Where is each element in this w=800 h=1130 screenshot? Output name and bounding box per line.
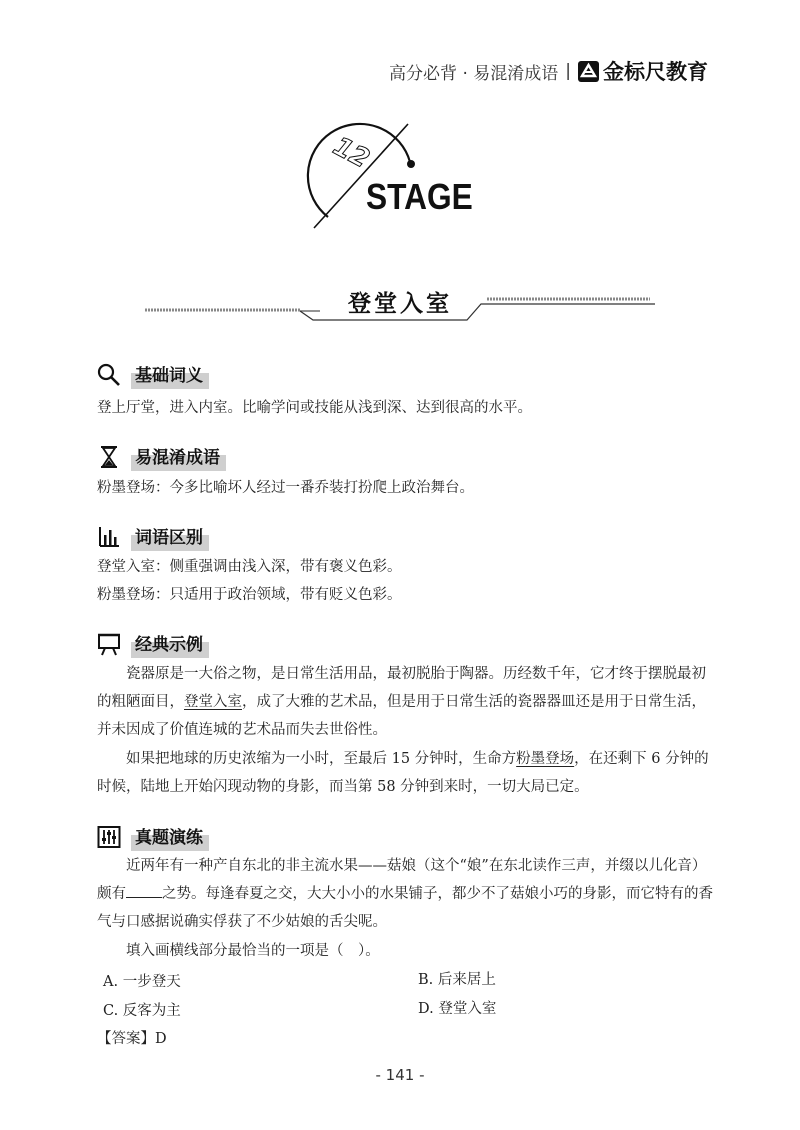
question-text: 之势。每逢春夏之交，大大小小的水果铺子，都少不了菇娘小巧的身影，而它特有的香气与口感据说确实俘获了不少姑娘的舌尖呢。 [97, 886, 713, 930]
brand-name: 金标尺教育 [603, 60, 708, 84]
exam-prompt: 填入画横线部分最恰当的一项是（ ）。 [126, 943, 380, 959]
example-paragraph-1 [97, 660, 717, 744]
stage-number: 12 [328, 131, 375, 175]
brand [578, 56, 708, 86]
example-text: 瓷器原是一大俗之物，是日常生活用品，最初脱胎于陶器。历经数千年，它才终于摆脱最初的粗陋面目， [97, 666, 706, 710]
hourglass-icon [97, 445, 121, 469]
section-label: 易混淆成语 [131, 442, 226, 471]
answer-blank [126, 883, 162, 898]
section-label: 基础词义 [131, 360, 209, 389]
example-text: 如果把地球的历史浓缩为一小时，至最后 15 分钟时，生命方 [126, 751, 517, 767]
page-header [389, 56, 708, 86]
option-c: C. 反客为主 [103, 1003, 181, 1019]
option-b: B. 后来居上 [418, 972, 496, 988]
example-highlight: 登堂入室 [184, 694, 242, 710]
example-paragraph-2 [97, 745, 717, 801]
page-number: - 141 - [375, 1066, 425, 1084]
answer: 【答案】D [97, 1031, 167, 1047]
example-highlight: 粉墨登场 [516, 751, 575, 767]
header-separator: | [565, 61, 571, 81]
example-text: ，在还剩下 6 分钟的时候，陆地上开始闪现动物的身影，而当第 58 分钟到来时，一切大局已定。 [97, 751, 709, 795]
question-text: 近两年有一种产自东北的非主流水果——菇娘（这个“娘”在东北读作三声，并缀以儿化音）颇有 [97, 858, 707, 902]
equalizer-icon [97, 825, 121, 849]
brand-logo-icon [578, 61, 599, 82]
bar-chart-icon [97, 525, 121, 549]
section-difference-heading [97, 522, 209, 551]
section-meaning-heading [97, 360, 209, 389]
option-d: D. 登堂入室 [418, 1001, 497, 1017]
difference-line-2: 粉墨登场：只适用于政治领域，带有贬义色彩。 [97, 587, 402, 603]
option-a: A. 一步登天 [103, 974, 181, 990]
section-confusable-heading [97, 442, 226, 471]
header-subtitle: 高分必背 · 易混淆成语 [389, 63, 559, 84]
stage-label: STAGE [366, 176, 473, 217]
presentation-board-icon [97, 632, 121, 656]
magnifier-icon [97, 363, 121, 387]
section-label: 词语区别 [131, 522, 209, 551]
idiom-title: 登堂入室 [348, 290, 452, 317]
example-text: ，成了大雅的艺术品，但是用于日常生活的瓷器器皿还是用于日常生活，并未因成了价值连城的艺术品而失去世俗性。 [97, 694, 706, 738]
exam-question [97, 852, 717, 936]
confusable-text: 粉墨登场：今多比喻坏人经过一番乔装打扮爬上政治舞台。 [97, 480, 474, 496]
section-examples-heading [97, 629, 209, 658]
section-exam-heading [97, 822, 209, 851]
meaning-text: 登上厅堂，进入内室。比喻学问或技能从浅到深、达到很高的水平。 [97, 400, 532, 416]
section-label: 经典示例 [131, 629, 209, 658]
section-label: 真题演练 [131, 822, 209, 851]
difference-line-1: 登堂入室：侧重强调由浅入深，带有褒义色彩。 [97, 559, 402, 575]
